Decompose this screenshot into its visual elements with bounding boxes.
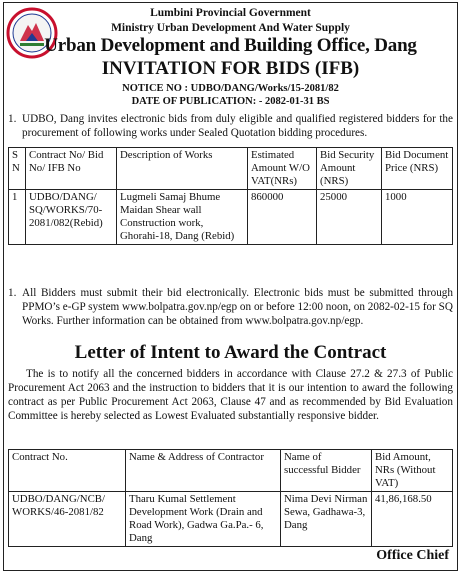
col-contract-no: Contract No/ Bid No/ IFB No: [26, 148, 117, 190]
cell-contract-no: UDBO/DANG/ SQ/WORKS/70-2081/082(Rebid): [26, 190, 117, 245]
col-description: Description of Works: [117, 148, 248, 190]
loi-paragraph: The is to notify all the concerned bidders in accordance with Clause 27.2 & 27.3 of Public Procurement Act 2063 and the instruction to bidders that it is our intention to award the following contract as per Public Procurement Act 2063, Clause 47 and as recommended by Bid Evaluation Committee is hereby selected as Lowest Evaluated substantially responsive bidder.: [8, 368, 453, 422]
loi-title: Letter of Intent to Award the Contract: [74, 342, 387, 363]
office-name: Urban Development and Building Office, Dang: [44, 35, 417, 56]
table-row: [9, 190, 453, 245]
note-number: 1.: [8, 287, 17, 299]
col-contractor: Name & Address of Contractor: [126, 450, 281, 492]
cell-contractor: Tharu Kumal Settlement Development Work (Drain and Road Work), Gadwa Ga.Pa.- 6, Dang: [126, 492, 281, 547]
table-row: [9, 492, 453, 547]
ifb-table: [8, 147, 453, 245]
signature-office-chief: Office Chief: [376, 548, 449, 563]
award-table: [8, 449, 453, 547]
col-bid-security: Bid Security Amount (NRS): [317, 148, 382, 190]
cell-bid-security: 25000: [317, 190, 382, 245]
cell-contract: UDBO/DANG/NCB/ WORKS/46-2081/82: [9, 492, 126, 547]
page-title: INVITATION FOR BIDS (IFB): [101, 58, 360, 79]
government-name: Lumbini Provincial Government: [150, 7, 311, 19]
intro-number: 1.: [8, 113, 17, 125]
cell-estimated-amount: 860000: [248, 190, 317, 245]
publication-date: DATE OF PUBLICATION: - 2082-01-31 BS: [131, 96, 330, 107]
cell-description: Lugmeli Samaj Bhume Maidan Shear wall Construction work, Ghorahi-18, Dang (Rebid): [117, 190, 248, 245]
notice-number: NOTICE NO : UDBO/DANG/Works/15-2081/82: [122, 83, 339, 94]
award-header-row: [9, 450, 453, 492]
col-successful-bidder: Name of successful Bidder: [281, 450, 372, 492]
intro-paragraph: [8, 112, 453, 140]
ifb-header-row: [9, 148, 453, 190]
note-text: All Bidders must submit their bid electronically. Electronic bids must be submitted through PPMO’s e-GP system www.bolpatra.gov.np/egp on or before 12:00 noon, on 2082-02-15 for SQ Works. Further information can be obtained from www.bolpatra.gov.np/egp.: [22, 287, 453, 327]
col-bid-doc-price: Bid Document Price (NRS): [382, 148, 453, 190]
notice-page: [3, 2, 458, 571]
col-contract: Contract No.: [9, 450, 126, 492]
intro-text: UDBO, Dang invites electronic bids from duly eligible and qualified registered bidders for the procurement of following works under Sealed Quotation bidding procedures.: [22, 113, 453, 139]
col-estimated-amount: Estimated Amount W/O VAT(NRs): [248, 148, 317, 190]
cell-bid-doc-price: 1000: [382, 190, 453, 245]
col-bid-amount: Bid Amount, NRs (Without VAT): [372, 450, 453, 492]
cell-successful-bidder: Nima Devi Nirman Sewa, Gadhawa-3, Dang: [281, 492, 372, 547]
submission-note: [8, 286, 453, 328]
ministry-name: Ministry Urban Development And Water Supply: [111, 22, 350, 34]
cell-sn: 1: [9, 190, 26, 245]
col-sn: S N: [9, 148, 26, 190]
cell-bid-amount: 41,86,168.50: [372, 492, 453, 547]
